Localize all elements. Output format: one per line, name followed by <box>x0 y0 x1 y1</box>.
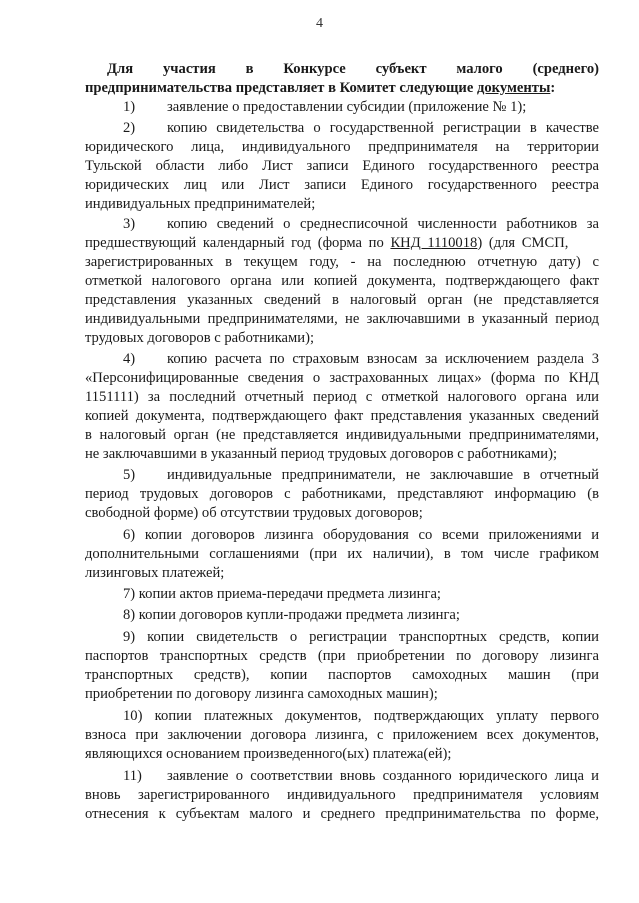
item-3-line-2 <box>85 234 599 253</box>
item-3-line-6: индивидуальными предпринимателями, не заключавшими в указанный период <box>85 311 599 327</box>
item-6-line-3: лизинговых платежей; <box>85 565 225 581</box>
item-text: ) (для СМСП, <box>477 235 569 251</box>
item-9-line-1: 9) копии свидетельств о регистрации транспортных средств, копии <box>123 629 599 645</box>
item-7: 7) копии актов приема-передачи предмета лизинга; <box>123 586 441 602</box>
item-9-line-2: паспортов транспортных средств (при приобретении по договору лизинга <box>85 648 599 664</box>
item-text: заявление о соответствии вновь созданного юридического лица и <box>167 768 599 784</box>
item-10-line-2: взноса при заключении договора лизинга, с приложением всех документов, <box>85 727 599 743</box>
item-number: 1) <box>123 99 136 115</box>
item-4-line-3: 1151111) за последний отчетный период с отметкой налогового органа или <box>85 389 599 405</box>
item-text: индивидуальные предприниматели, не заключавшие в отчетный <box>167 467 599 483</box>
item-2-line-1 <box>123 119 599 138</box>
item-text: копию свидетельства о государственной регистрации в качестве <box>167 120 599 136</box>
item-11-line-2: вновь зарегистрированного индивидуального предпринимателя условиям <box>85 787 599 803</box>
heading-text: предпринимательства представляет в Комитет следующие <box>85 80 477 96</box>
item-11-line-3: отнесения к субъектам малого и среднего предпринимательства по форме, <box>85 806 599 822</box>
item-number: 11) <box>123 768 142 784</box>
item-6-line-1: 6) копии договоров лизинга оборудования со всеми приложениями и <box>123 527 599 543</box>
item-3-line-1 <box>123 215 599 234</box>
item-1 <box>123 98 599 117</box>
item-2-line-5: индивидуальных предпринимателей; <box>85 196 316 212</box>
item-10-line-3: являющихся основанием произведенного(ых) платежа(ей); <box>85 746 452 762</box>
item-3-line-5: представления указанных сведений в налоговый орган (не представляется <box>85 292 599 308</box>
item-2-line-2: юридического лица, индивидуального предпринимателя на территории <box>85 139 599 155</box>
item-4-line-2: «Персонифицированные сведения о застрахованных лицах» (форма по КНД <box>85 370 599 386</box>
item-text: заявление о предоставлении субсидии (приложение № 1); <box>167 99 527 115</box>
item-5-line-3: свободной форме) об отсутствии трудовых договоров; <box>85 505 423 521</box>
item-9-line-3: транспортных средств), копии паспортов самоходных машин (при <box>85 667 599 683</box>
item-4-line-5: в налоговый орган (не представляется индивидуальными предпринимателями, <box>85 427 599 443</box>
item-4-line-1 <box>123 350 599 369</box>
item-3-line-7: трудовых договоров с работниками); <box>85 330 314 346</box>
heading-line-1: Для участия в Конкурсе субъект малого (среднего) <box>107 61 599 77</box>
knd-link[interactable]: КНД 1110018 <box>390 235 478 251</box>
item-number: 2) <box>123 120 136 136</box>
item-text: копию расчета по страховым взносам за исключением раздела 3 <box>167 351 599 367</box>
item-5-line-1 <box>123 466 599 485</box>
page-number: 4 <box>316 16 323 31</box>
item-9-line-4: приобретении по договору лизинга самоходных машин); <box>85 686 438 702</box>
documents-link[interactable]: документы <box>476 80 551 96</box>
item-8: 8) копии договоров купли-продажи предмета лизинга; <box>123 607 460 623</box>
heading-line-2 <box>85 79 599 98</box>
item-number: 5) <box>123 467 136 483</box>
item-2-line-4: юридических лиц или Лист записи Единого государственного реестра <box>85 177 599 193</box>
item-number: 4) <box>123 351 136 367</box>
item-5-line-2: период трудовых договоров с работниками, представляют информацию (в <box>85 486 599 502</box>
item-6-line-2: дополнительными соглашениями (при их наличии), в том числе графиком <box>85 546 599 562</box>
item-number: 3) <box>123 216 136 232</box>
item-text: предшествующий календарный год (форма по <box>85 235 391 251</box>
item-4-line-6: не заключавшими в указанный период трудовых договоров с работниками); <box>85 446 557 462</box>
heading-colon: : <box>550 80 556 96</box>
item-10-line-1: 10) копии платежных документов, подтверждающих уплату первого <box>123 708 599 724</box>
item-4-line-4: копией документа, подтверждающего факт представления указанных сведений <box>85 408 599 424</box>
item-3-line-4: отметкой налогового органа или копией документа, подтверждающего факт <box>85 273 599 289</box>
item-2-line-3: Тульской области либо Лист записи Единого государственного реестра <box>85 158 599 174</box>
item-11-line-1 <box>123 767 599 786</box>
item-3-line-3: зарегистрированных в текущем году, - на последнюю отчетную дату) с <box>85 254 599 270</box>
item-text: копию сведений о среднесписочной численности работников за <box>167 216 599 232</box>
